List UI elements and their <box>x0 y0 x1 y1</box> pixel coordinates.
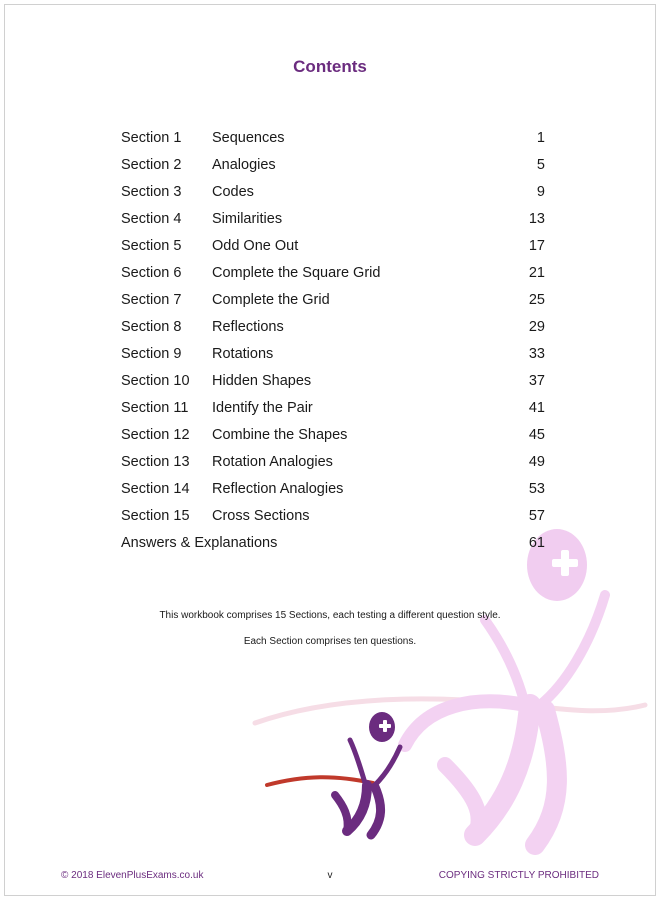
toc-page-number: 57 <box>528 508 545 524</box>
toc-row <box>121 424 545 451</box>
toc-row <box>121 181 545 208</box>
toc-page-number: 37 <box>528 373 545 389</box>
toc-section-title: Rotation Analogies <box>212 454 333 470</box>
toc-section-title: Hidden Shapes <box>212 373 312 389</box>
toc-row-answers <box>121 532 545 559</box>
toc-section-number: Section 14 <box>121 481 190 497</box>
toc-section-title: Sequences <box>212 130 285 146</box>
toc-section-title: Reflection Analogies <box>212 481 344 497</box>
workbook-note-line1: This workbook comprises 15 Sections, each testing a different question style. <box>159 610 501 621</box>
toc-section-title: Combine the Shapes <box>212 427 348 443</box>
toc-page-number: 45 <box>528 427 545 443</box>
footer-page-number: v <box>327 870 333 881</box>
toc-section-number: Section 5 <box>121 238 182 254</box>
toc-page-number: 49 <box>528 454 545 470</box>
toc-answers-title: Answers & Explanations <box>121 535 278 551</box>
toc-page-number: 13 <box>528 211 545 227</box>
toc-section-title: Complete the Square Grid <box>212 265 381 281</box>
toc-row <box>121 127 545 154</box>
toc-section-title: Rotations <box>212 346 274 362</box>
toc-row <box>121 505 545 532</box>
toc-section-title: Reflections <box>212 319 284 335</box>
toc-page-number: 1 <box>536 130 545 146</box>
toc-page-number: 33 <box>528 346 545 362</box>
toc-page-number: 9 <box>536 184 545 200</box>
toc-section-title: Odd One Out <box>212 238 299 254</box>
toc-row <box>121 154 545 181</box>
toc-row <box>121 370 545 397</box>
toc-row <box>121 235 545 262</box>
toc-section-number: Section 15 <box>121 508 190 524</box>
toc-section-number: Section 4 <box>121 211 182 227</box>
table-of-contents <box>121 127 545 532</box>
toc-section-number: Section 7 <box>121 292 182 308</box>
toc-section-title: Codes <box>212 184 254 200</box>
small-mascot-icon <box>335 740 400 835</box>
toc-section-title: Identify the Pair <box>212 400 313 416</box>
toc-row <box>121 451 545 478</box>
toc-section-title: Analogies <box>212 157 276 173</box>
toc-row <box>121 289 545 316</box>
workbook-page <box>4 4 656 896</box>
toc-page-number: 5 <box>536 157 545 173</box>
toc-section-title: Similarities <box>212 211 283 227</box>
toc-row <box>121 208 545 235</box>
toc-row <box>121 343 545 370</box>
toc-section-number: Section 3 <box>121 184 182 200</box>
toc-row <box>121 316 545 343</box>
toc-section-number: Section 11 <box>121 400 189 416</box>
footer-notice: COPYING STRICTLY PROHIBITED <box>438 870 599 881</box>
toc-page-number: 41 <box>528 400 545 416</box>
toc-row <box>121 397 545 424</box>
toc-section-number: Section 2 <box>121 157 182 173</box>
toc-section-number: Section 6 <box>121 265 182 281</box>
toc-row <box>121 262 545 289</box>
toc-section-title: Cross Sections <box>212 508 310 524</box>
toc-section-number: Section 13 <box>121 454 190 470</box>
footer-copyright: © 2018 ElevenPlusExams.co.uk <box>61 870 204 881</box>
ribbon-icon <box>267 777 373 785</box>
toc-section-number: Section 12 <box>121 427 190 443</box>
toc-page-number: 21 <box>528 265 545 281</box>
toc-section-title: Complete the Grid <box>212 292 330 308</box>
toc-page-number: 25 <box>528 292 545 308</box>
toc-section-number: Section 10 <box>121 373 190 389</box>
toc-page-number: 17 <box>528 238 545 254</box>
toc-page-number: 53 <box>528 481 545 497</box>
workbook-note-line2: Each Section comprises ten questions. <box>243 636 417 647</box>
toc-section-number: Section 1 <box>121 130 182 146</box>
toc-section-number: Section 9 <box>121 346 182 362</box>
large-mascot-icon <box>255 595 645 845</box>
toc-row <box>121 478 545 505</box>
toc-answers-page: 61 <box>528 535 545 551</box>
toc-page-number: 29 <box>528 319 545 335</box>
toc-section-number: Section 8 <box>121 319 182 335</box>
page-title: Contents <box>293 57 367 76</box>
